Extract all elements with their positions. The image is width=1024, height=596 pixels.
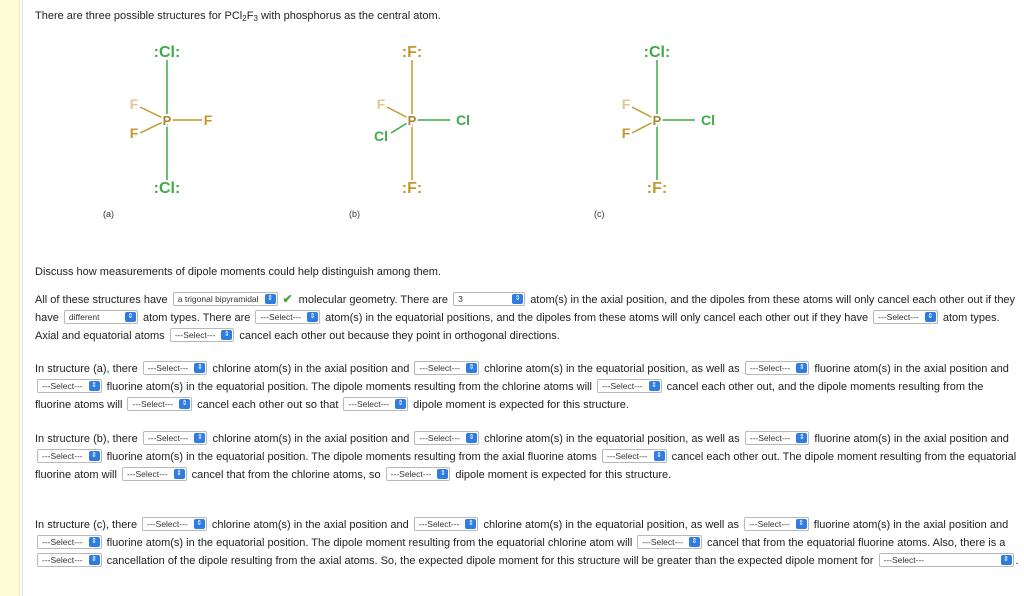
chevron-updown-icon: ⇕ xyxy=(512,294,523,304)
chevron-updown-icon: ⇕ xyxy=(689,537,700,547)
structure-b-right: Cl xyxy=(456,112,470,128)
geometry-select[interactable]: a trigonal bipyramidal ⇕ xyxy=(173,292,278,306)
chevron-updown-icon: ⇕ xyxy=(89,555,100,565)
chevron-updown-icon: ⇕ xyxy=(925,312,936,322)
chevron-updown-icon: ⇕ xyxy=(466,433,477,443)
structure-a-right: F xyxy=(203,112,213,128)
chevron-updown-icon: ⇕ xyxy=(125,312,136,322)
chevron-updown-icon: ⇕ xyxy=(265,294,276,304)
paragraph-structure-a: In structure (a), there ---Select--- ⇕ chlorine atom(s) in the axial position and ---Select--- ⇕ chlorine atom(s) in the equatorial position, as well as ---Select--- ⇕ fluorine atom(s) in the axial position and ---Select--- ⇕ fluorine atom(s) in the equatorial position. The dipole moments resulting from the chlorine atoms will ---Select--- ⇕ cancel each other out, and the dipole moments resulting from the fluorine atoms will ---Select--- ⇕ cancel each other out so that ---Select--- ⇕ dipole moment is expected for this structure. xyxy=(35,363,1009,411)
chevron-updown-icon: ⇕ xyxy=(437,469,448,479)
b-equatorial-fluorine-select[interactable]: ---Select--- ⇕ xyxy=(37,449,102,463)
structure-b-caption: (b) xyxy=(349,209,360,219)
structure-c-left-lower: F xyxy=(621,125,631,141)
a-dipole-moment-select[interactable]: ---Select--- ⇕ xyxy=(343,397,408,411)
chevron-updown-icon: ⇕ xyxy=(466,363,477,373)
b-dipole-moment-select[interactable]: ---Select--- ⇕ xyxy=(386,467,451,481)
structure-c-right: Cl xyxy=(701,112,715,128)
chevron-updown-icon: ⇕ xyxy=(174,469,185,479)
structure-b-center: P xyxy=(407,113,417,128)
structure-b-left-lower: Cl xyxy=(374,128,388,144)
structure-b-left-upper: F xyxy=(376,96,386,112)
b-axial-chlorine-select[interactable]: ---Select--- ⇕ xyxy=(143,431,208,445)
question-text: Discuss how measurements of dipole moments could help distinguish among them. xyxy=(35,266,441,278)
structure-b-bottom: :F: xyxy=(401,180,423,197)
equatorial-atom-type-select[interactable]: ---Select--- ⇕ xyxy=(873,310,938,324)
structure-a-caption: (a) xyxy=(103,209,114,219)
c-equatorial-chlorine-select[interactable]: ---Select--- ⇕ xyxy=(414,517,479,531)
structure-a xyxy=(110,35,250,210)
c-comparison-structure-select[interactable]: ---Select--- ⇕ xyxy=(879,553,1014,567)
a-equatorial-fluorine-select[interactable]: ---Select--- ⇕ xyxy=(37,379,102,393)
structure-a-center: P xyxy=(162,113,172,128)
structure-c xyxy=(600,35,750,210)
chevron-updown-icon: ⇕ xyxy=(179,399,190,409)
chevron-updown-icon: ⇕ xyxy=(395,399,406,409)
c-axial-chlorine-select[interactable]: ---Select--- ⇕ xyxy=(142,517,207,531)
c-equatorial-fluorine-select[interactable]: ---Select--- ⇕ xyxy=(37,535,102,549)
axial-atom-type-select[interactable]: different ⇕ xyxy=(64,310,138,324)
structure-c-left-upper: F xyxy=(621,96,631,112)
structure-a-bottom: :Cl: xyxy=(153,180,181,197)
intro-text: There are three possible structures for $PCl_2F_3$ with phosphorus as the central atom. xyxy=(35,10,441,23)
structure-a-left-lower: F xyxy=(129,125,139,141)
checkmark-icon: ✔ xyxy=(282,292,293,306)
chevron-updown-icon: ⇕ xyxy=(649,381,660,391)
b-axial-fluorine-cancel-select[interactable]: ---Select--- ⇕ xyxy=(602,449,667,463)
chevron-updown-icon: ⇕ xyxy=(654,451,665,461)
structure-b xyxy=(355,35,505,210)
paragraph-structure-c: In structure (c), there ---Select--- ⇕ chlorine atom(s) in the axial position and ---Select--- ⇕ chlorine atom(s) in the equatorial position, as well as ---Select--- ⇕ fluorine atom(s) in the axial position and ---Select--- ⇕ fluorine atom(s) in the equatorial position. The dipole moment resulting from the equatorial chlorine atom will ---Select--- ⇕ cancel that from the equatorial fluorine atoms. Also, there is a ---Select--- ⇕ cancellation of the dipole resulting from the axial atoms. So, the expected dipole moment for this structure will be greater than the expected dipole moment for ---Select--- ⇕ . xyxy=(35,519,1019,567)
c-axial-cancellation-select[interactable]: ---Select--- ⇕ xyxy=(37,553,102,567)
paragraph-structure-b: In structure (b), there ---Select--- ⇕ chlorine atom(s) in the axial position and ---Select--- ⇕ chlorine atom(s) in the equatorial position, as well as ---Select--- ⇕ fluorine atom(s) in the axial position and ---Select--- ⇕ fluorine atom(s) in the equatorial position. The dipole moments resulting from the axial fluorine atoms ---Select--- ⇕ cancel each other out. The dipole moment resulting from the equatorial fluorine atom will ---Select--- ⇕ cancel that from the chlorine atoms, so ---Select--- ⇕ dipole moment is expected for this structure. xyxy=(35,433,1017,481)
a-axial-chlorine-select[interactable]: ---Select--- ⇕ xyxy=(143,361,208,375)
structure-a-left-upper: F xyxy=(129,96,139,112)
left-margin-bar xyxy=(0,0,20,596)
chevron-updown-icon: ⇕ xyxy=(194,433,205,443)
chevron-updown-icon: ⇕ xyxy=(194,363,205,373)
b-equatorial-chlorine-select[interactable]: ---Select--- ⇕ xyxy=(414,431,479,445)
chevron-updown-icon: ⇕ xyxy=(221,330,232,340)
a-equatorial-chlorine-select[interactable]: ---Select--- ⇕ xyxy=(414,361,479,375)
chevron-updown-icon: ⇕ xyxy=(194,519,205,529)
chevron-updown-icon: ⇕ xyxy=(796,433,807,443)
c-equatorial-cancel-select[interactable]: ---Select--- ⇕ xyxy=(637,535,702,549)
chevron-updown-icon: ⇕ xyxy=(89,451,100,461)
b-axial-fluorine-select[interactable]: ---Select--- ⇕ xyxy=(745,431,810,445)
axial-count-select[interactable]: 3 ⇕ xyxy=(453,292,525,306)
structure-c-center: P xyxy=(652,113,662,128)
structure-c-caption: (c) xyxy=(594,209,605,219)
chevron-updown-icon: ⇕ xyxy=(89,381,100,391)
a-chlorine-cancel-select[interactable]: ---Select--- ⇕ xyxy=(597,379,662,393)
a-axial-fluorine-select[interactable]: ---Select--- ⇕ xyxy=(745,361,810,375)
paragraph-geometry: All of these structures have a trigonal bipyramidal ⇕ ✔ molecular geometry. There are 3 ⇕ atom(s) in the axial position, and the dipoles from these atoms will only cancel each other out if they have different ⇕ atom types. There are ---Select--- ⇕ atom(s) in the equatorial positions, and the dipoles from these atoms will only cancel each other out if they have ---Select--- ⇕ atom types. Axial and equatorial atoms ---Select--- ⇕ cancel each other out because they point in orthogonal directions. xyxy=(35,292,1016,342)
equatorial-count-select[interactable]: ---Select--- ⇕ xyxy=(255,310,320,324)
chevron-updown-icon: ⇕ xyxy=(465,519,476,529)
b-equatorial-fluorine-cancel-select[interactable]: ---Select--- ⇕ xyxy=(122,467,187,481)
structure-c-bottom: :F: xyxy=(646,180,668,197)
structure-c-top: :Cl: xyxy=(643,44,671,61)
chevron-updown-icon: ⇕ xyxy=(796,519,807,529)
axial-equatorial-cancel-select[interactable]: ---Select--- ⇕ xyxy=(170,328,235,342)
a-fluorine-cancel-select[interactable]: ---Select--- ⇕ xyxy=(127,397,192,411)
chevron-updown-icon: ⇕ xyxy=(1001,555,1012,565)
chevron-updown-icon: ⇕ xyxy=(307,312,318,322)
chevron-updown-icon: ⇕ xyxy=(796,363,807,373)
structure-a-top: :Cl: xyxy=(153,44,181,61)
structure-b-top: :F: xyxy=(401,44,423,61)
c-axial-fluorine-select[interactable]: ---Select--- ⇕ xyxy=(744,517,809,531)
chevron-updown-icon: ⇕ xyxy=(89,537,100,547)
